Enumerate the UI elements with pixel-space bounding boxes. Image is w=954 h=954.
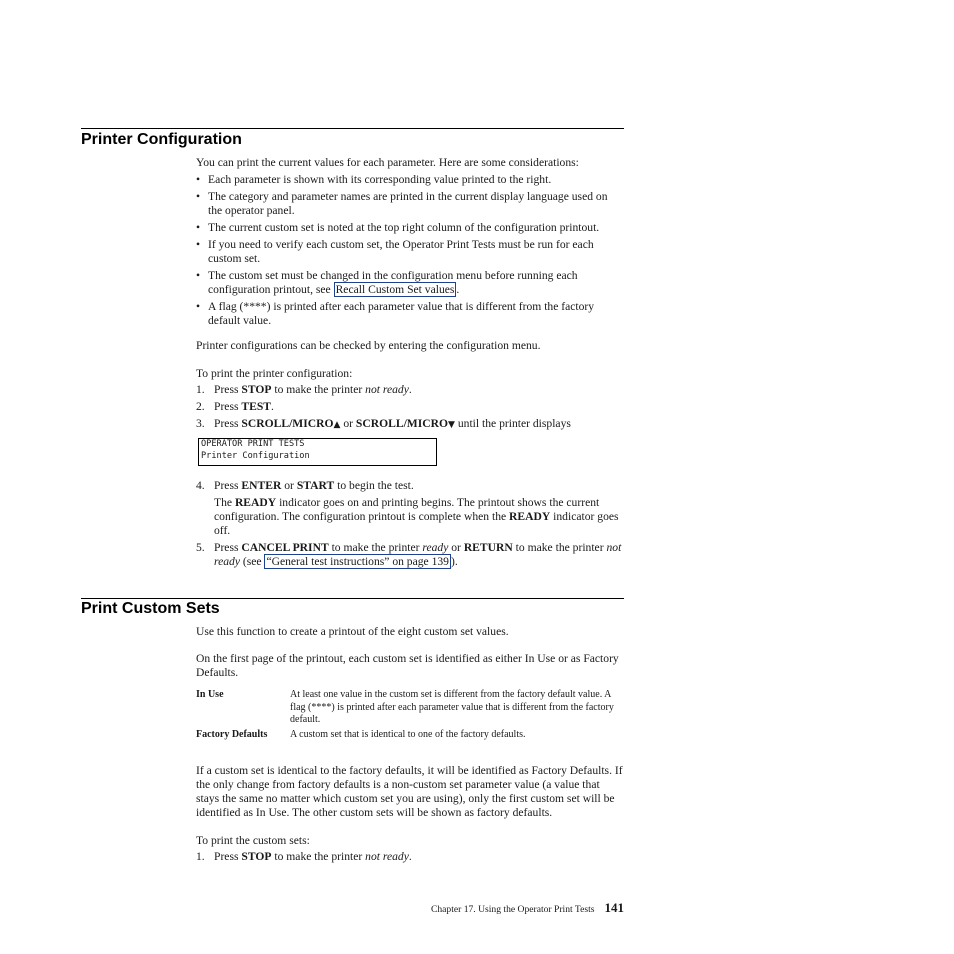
section-rule-print-custom-sets bbox=[81, 598, 624, 599]
chapter-title: Chapter 17. Using the Operator Print Tests bbox=[430, 904, 595, 915]
config-check-paragraph: Printer configurations can be checked by entering the configuration menu. bbox=[196, 339, 541, 352]
definition-row: Factory Defaults A custom set that is identical to one of the factory defaults. bbox=[196, 728, 526, 740]
step-4-detail: The READY indicator goes on and printing begins. The printout shows the current configuration. The configuration printout is complete when the READY indicator goes off. bbox=[214, 496, 619, 537]
custom-sets-intro: Use this function to create a printout of the eight custom set values. bbox=[196, 625, 509, 638]
custom-sets-steps bbox=[196, 850, 624, 864]
general-test-instructions-link[interactable]: “General test instructions” on page 139 bbox=[266, 555, 449, 568]
to-print-custom-sets: To print the custom sets: bbox=[196, 834, 310, 847]
list-item: • The custom set must be changed in the configuration menu before running each configuration printout, see Recall Custom Set values . bbox=[196, 269, 578, 296]
list-item: • The current custom set is noted at the top right column of the configuration printout. bbox=[196, 221, 600, 234]
list-item: • The category and parameter names are printed in the current display language used on the operator panel. bbox=[196, 190, 608, 217]
heading-print-custom-sets: Print Custom Sets bbox=[81, 600, 220, 617]
list-item: • A flag (****) is printed after each parameter value that is different from the factory default value. bbox=[196, 300, 595, 327]
print-custom-sets-body bbox=[196, 625, 624, 867]
step-3: 3. Press SCROLL/MICRO▲ or SCROLL/MICRO▼ until the printer displays bbox=[196, 417, 571, 430]
considerations-list bbox=[196, 173, 624, 328]
list-item: • Each parameter is shown with its corresponding value printed to the right. bbox=[196, 173, 552, 186]
intro-paragraph: You can print the current values for each parameter. Here are some considerations: bbox=[196, 156, 579, 169]
heading-printer-configuration: Printer Configuration bbox=[81, 131, 242, 148]
definition-row: In Use At least one value in the custom set is different from the factory default value. A flag (****) is printed after each parameter value that is different from the factory default. bbox=[196, 689, 614, 725]
step-1: 1. Press STOP to make the printer not ready. bbox=[196, 850, 412, 863]
recall-custom-set-link[interactable]: Recall Custom Set values bbox=[335, 283, 455, 296]
step-2: 2. Press TEST. bbox=[196, 400, 274, 413]
printer-configuration-body bbox=[196, 156, 624, 572]
step-1: 1. Press STOP to make the printer not ready. bbox=[196, 383, 412, 396]
list-item: • If you need to verify each custom set, the Operator Print Tests must be run for each custom set. bbox=[196, 238, 594, 265]
page-number: 141 bbox=[604, 900, 624, 915]
configuration-steps-continued bbox=[196, 479, 624, 569]
down-arrow-icon: ▼ bbox=[448, 420, 455, 430]
configuration-steps bbox=[196, 383, 624, 432]
up-arrow-icon: ▲ bbox=[333, 420, 341, 430]
operator-panel-display: OPERATOR PRINT TESTS Printer Configuration bbox=[198, 438, 437, 466]
custom-sets-first-page: On the first page of the printout, each custom set is identified as either In Use or as Factory Defaults. bbox=[196, 652, 619, 679]
custom-set-definitions bbox=[196, 689, 624, 741]
section-rule-printer-configuration bbox=[81, 128, 624, 129]
to-print-configuration: To print the printer configuration: bbox=[196, 367, 353, 380]
page-footer bbox=[431, 901, 624, 917]
factory-defaults-paragraph: If a custom set is identical to the factory defaults, it will be identified as Factory Defaults. If the only change from factory defaults is a non-custom set parameter value (a value that stays the same no matter which custom set you are using), only the first custom set will be identified as In Use. The other custom sets will be shown as factory defaults. bbox=[196, 764, 623, 819]
step-5: 5. Press CANCEL PRINT to make the printer ready or RETURN to make the printer not ready (see “General test instructions” on page 139 ). bbox=[196, 541, 622, 568]
step-4: 4. Press ENTER or START to begin the test. The READY indicator goes on and printing begins. The printout shows the current configuration. The configuration printout is complete when the READY indicator goes off. bbox=[196, 479, 624, 538]
